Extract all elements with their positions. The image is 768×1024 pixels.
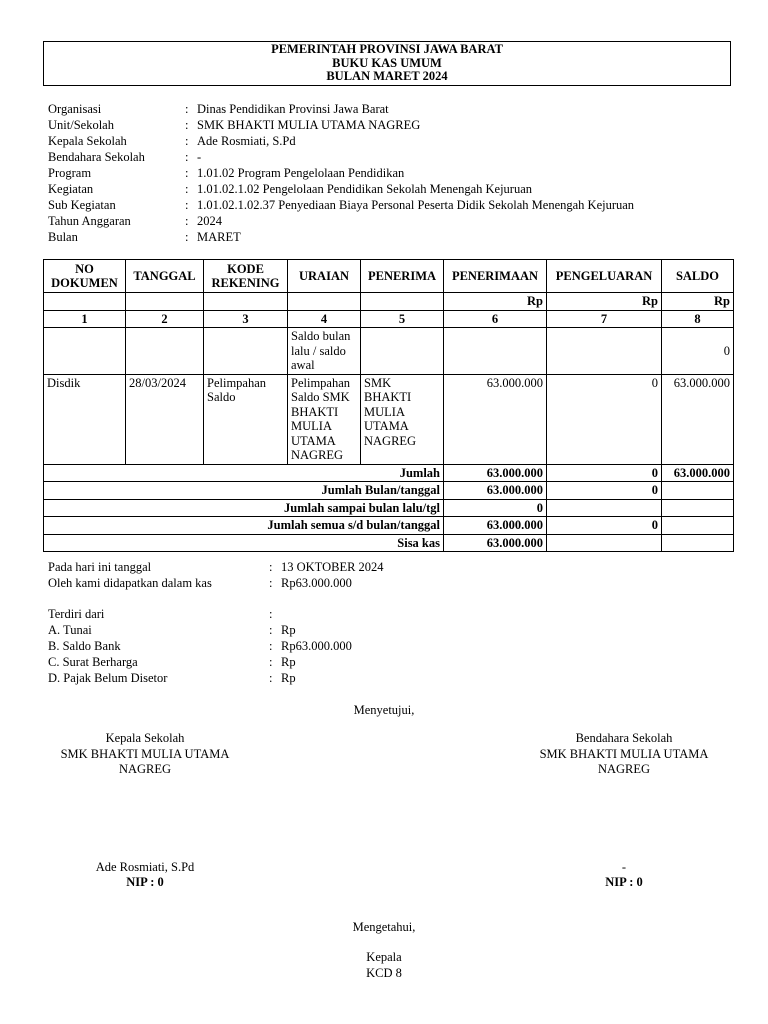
left-role: Kepala Sekolah — [105, 731, 185, 745]
col-saldo: SALDO — [662, 260, 734, 293]
summary-row-saldo-bank: B. Saldo Bank : Rp63.000.000 — [48, 639, 352, 653]
menyetujui-label: Menyetujui, — [353, 703, 415, 717]
right-school-line-1: SMK BHAKTI MULIA UTAMA — [539, 747, 709, 761]
right-school-line-2: NAGREG — [597, 762, 651, 776]
kcd-label: KCD 8 — [366, 966, 402, 980]
left-school-line-1: SMK BHAKTI MULIA UTAMA — [60, 747, 230, 761]
left-signature-block — [35, 731, 255, 777]
col-penerimaan: PENERIMAAN — [444, 260, 547, 293]
table-row: Disdik 28/03/2024 Pelimpahan Saldo Pelimpahan Saldo SMK BHAKTI MULIA UTAMA NAGREG SMK BHAKTI MULIA UTAMA NAGREG 63.000.000 0 63.000.000 — [44, 374, 734, 464]
kcd-block — [284, 950, 484, 981]
info-row-program: Program : 1.01.02 Program Pengelolaan Pendidikan — [48, 166, 405, 180]
right-role: Bendahara Sekolah — [575, 731, 673, 745]
summary-row-tunai: A. Tunai : Rp — [48, 623, 296, 637]
summary-row-hari: Pada hari ini tanggal : 13 OKTOBER 2024 — [48, 560, 384, 574]
right-signer-nip: NIP : 0 — [605, 875, 643, 889]
header-line-1: PEMERINTAH PROVINSI JAWA BARAT — [271, 42, 503, 56]
kepala-label: Kepala — [366, 950, 402, 964]
col-uraian: URAIAN — [288, 260, 361, 293]
col-kode-rekening: KODE REKENING — [204, 260, 288, 293]
col-pengeluaran: PENGELUARAN — [547, 260, 662, 293]
total-row-bulan: Jumlah Bulan/tanggal 63.000.000 0 — [44, 482, 734, 500]
right-signature-block — [514, 731, 734, 777]
document-header — [43, 41, 731, 86]
mengetahui-label: Mengetahui, — [352, 920, 416, 934]
info-row-unit: Unit/Sekolah : SMK BHAKTI MULIA UTAMA NAGREG — [48, 118, 421, 132]
currency-penerimaan: Rp — [444, 293, 547, 311]
header-line-3: BULAN MARET 2024 — [326, 69, 448, 83]
col-tanggal: TANGGAL — [126, 260, 204, 293]
right-signer-name: - — [621, 860, 627, 874]
total-row-sampai-bulan-lalu: Jumlah sampai bulan lalu/tgl 0 — [44, 499, 734, 517]
currency-row — [44, 293, 734, 311]
left-school-line-2: NAGREG — [118, 762, 172, 776]
cash-book-table — [43, 259, 734, 552]
info-row-kegiatan: Kegiatan : 1.01.02.1.02 Pengelolaan Pendidikan Sekolah Menengah Kejuruan — [48, 182, 532, 196]
info-row-kepala: Kepala Sekolah : Ade Rosmiati, S.Pd — [48, 134, 296, 148]
total-row-jumlah: Jumlah 63.000.000 0 63.000.000 — [44, 464, 734, 482]
info-row-bendahara: Bendahara Sekolah : - — [48, 150, 202, 164]
left-signer-name: Ade Rosmiati, S.Pd — [95, 860, 195, 874]
left-signer-nip: NIP : 0 — [126, 875, 164, 889]
summary-row-terdiri: Terdiri dari : — [48, 607, 273, 621]
total-row-sisa-kas: Sisa kas 63.000.000 — [44, 534, 734, 552]
info-row-bulan: Bulan : MARET — [48, 230, 241, 244]
info-row-sub-kegiatan: Sub Kegiatan : 1.01.02.1.02.37 Penyediaan Biaya Personal Peserta Didik Sekolah Menengah Kejuruan — [48, 198, 635, 212]
total-row-semua: Jumlah semua s/d bulan/tanggal 63.000.000 0 — [44, 517, 734, 535]
left-signer — [35, 860, 255, 890]
table-header-row — [44, 260, 734, 293]
summary-row-surat-berharga: C. Surat Berharga : Rp — [48, 655, 296, 669]
header-line-2: BUKU KAS UMUM — [332, 55, 442, 70]
info-table — [48, 101, 738, 245]
info-row-tahun: Tahun Anggaran : 2024 — [48, 214, 222, 228]
summary-row-pajak: D. Pajak Belum Disetor : Rp — [48, 671, 296, 685]
currency-saldo: Rp — [662, 293, 734, 311]
currency-pengeluaran: Rp — [547, 293, 662, 311]
column-number-row: 1 2 3 4 5 6 7 8 — [44, 310, 734, 328]
summary-row-oleh: Oleh kami didapatkan dalam kas : Rp63.000.000 — [48, 576, 352, 590]
col-penerima: PENERIMA — [361, 260, 444, 293]
cash-summary — [48, 559, 448, 686]
col-no-dokumen: NO DOKUMEN — [44, 260, 126, 293]
table-row: Saldo bulan lalu / saldo awal 0 — [44, 328, 734, 375]
info-row-organisasi: Organisasi : Dinas Pendidikan Provinsi Jawa Barat — [48, 102, 389, 116]
right-signer — [514, 860, 734, 890]
